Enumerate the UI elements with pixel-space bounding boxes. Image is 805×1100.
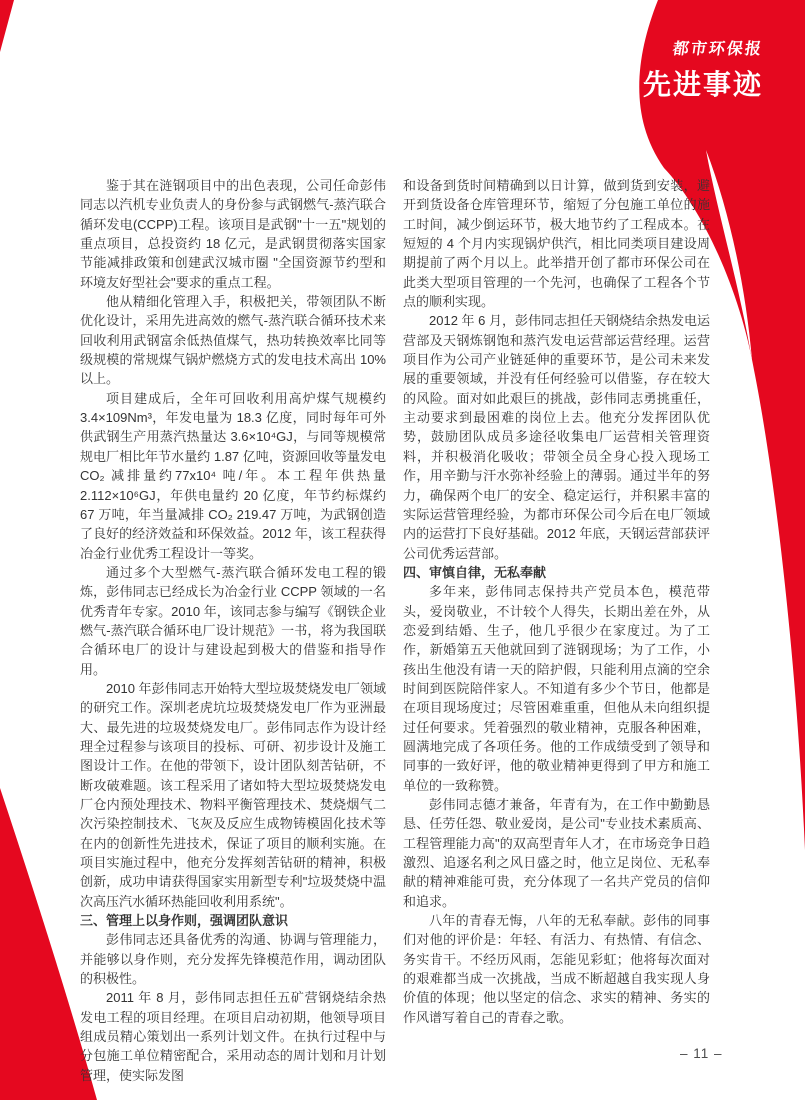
body-paragraph: 项目建成后，全年可回收利用高炉煤气规模约 3.4×109Nm³，年发电量为 18.3 亿度，同时每年可外供武钢生产用蒸汽热量达 3.6×10⁴GJ，与同等规模常规电厂相比年节水量约 1.87 亿吨，资源回收等量发电 CO₂ 减排量约77x10⁴ 吨/年。本工程年供热量 2.112×10⁶GJ，年供电量约 20 亿度，年节约标煤约 67 万吨，年当量减排 CO₂ 219.47 万吨，为武钢创造了良好的经济效益和环保效益。2012 年，该工程获得冶金行业优秀工程设计一等奖。 [80,390,386,561]
body-paragraph: 和设备到货时间精确到以日计算，做到货到安装，避开到货设备仓库管理环节，缩短了分包施工单位的施工时间，减少倒运环节，极大地节约了工程成本。在短短的 4 个月内实现锅炉供汽，相比同类项目建设周期提前了两个月以上。此举措开创了都市环保公司在此类大型项目管理的一个先河，也确保了工程各个节点的顺利实现。 [403,178,710,310]
article-right-column [403,176,710,1027]
body-paragraph: 他从精细化管理入手，积极把关，带领团队不断优化设计，采用先进高效的燃气-蒸汽联合循环技术来回收利用武钢富余低热值煤气，热功转换效率比同等级规模的常规煤气锅炉燃烧方式的发电技术高出 10%以上。 [80,294,386,387]
body-paragraph: 八年的青春无悔，八年的无私奉献。彭伟的同事们对他的评价是：年轻、有活力、有热情、有信念、务实肯干。不经历风雨，怎能见彩虹；他将每次面对的艰难都当成一次挑战，当成不断超越自我实现人身价值的体现；他以坚定的信念、求实的精神、务实的作风谱写着自己的青春之歌。 [403,913,710,1025]
body-paragraph: 多年来，彭伟同志保持共产党员本色，模范带头，爱岗敬业，不计较个人得失，长期出差在外，从恋爱到结婚、生子，他几乎很少在家度过。为了工作，新婚第五天他就回到了涟钢现场；为了工作，小孩出生他没有请一天的陪护假，只能利用点滴的空余时间到医院陪伴家人。不知道有多少个节日，他都是在项目现场度过；尽管困难重重，但他从未向组织提过任何要求。凭着强烈的敬业精神，克服各种困难，圆满地完成了各项任务。他的工作成绩受到了领导和同事的一致好评，他的敬业精神更得到了甲方和施工单位的一致称赞。 [403,584,710,793]
article-left-column [80,176,386,1085]
body-paragraph: 2012 年 6 月，彭伟同志担任天钢烧结余热发电运营部及天钢炼钢饱和蒸汽发电运营部运营经理。运营项目作为公司产业链延伸的重要环节，是公司未来发展的重要领域，并没有任何经验可以借鉴，存在较大的风险。面对如此艰巨的挑战，彭伟同志勇挑重任，主动要求到最困难的岗位上去。他充分发挥团队优势，鼓励团队成员多途径收集电厂运营相关管理资料，并积极消化吸收；带领全员全身心投入现场工作，用辛勤与汗水弥补经验上的薄弱。通过半年的努力，确保两个电厂的安全、稳定运行，并积累丰富的实际运营管理经验，为都市环保公司今后在电厂领域内的运营打下良好基础。2012 年底，天钢运营部获评公司优秀运营部。 [403,313,710,561]
body-paragraph: 2011 年 8 月，彭伟同志担任五矿营钢烧结余热发电工程的项目经理。在项目启动初期，他领导项目组成员精心策划出一系列计划文件。在执行过程中与分包施工单位精密配合，采用动态的周计划和月计划管理，使实际发图 [80,990,386,1083]
section-heading: 三、管理上以身作则，强调团队意识 [80,913,289,929]
body-paragraph: 2010 年彭伟同志开始特大型垃圾焚烧发电厂领域的研究工作。深圳老虎坑垃圾焚烧发电厂作为亚洲最大、最先进的垃圾焚烧发电厂。彭伟同志作为设计经理全过程参与该项目的投标、可研、初步设计及施工图设计工作。在他的带领下，设计团队刻苦钻研，不断攻破难题。该工程采用了诸如特大型垃圾焚烧发电厂仓内预处理技术、物料平衡管理技术、焚烧烟气二次污染控制技术、飞灰及反应生成物铸模固化技术等在内的创新性先进技术，保证了项目的顺利实施。在项目实施过程中，他充分发挥刻苦钻研的精神，积极创新，成功申请获得国家实用新型专利"垃圾焚烧中温次高压汽水循环热能回收利用系统"。 [80,680,386,909]
body-paragraph: 彭伟同志还具备优秀的沟通、协调与管理能力，并能够以身作则，充分发挥先锋模范作用，调动团队的积极性。 [80,932,386,987]
top-left-red-sliver [0,0,14,52]
body-paragraph: 彭伟同志德才兼备，年青有为，在工作中勤勤恳恳、任劳任怨、敬业爱岗，是公司"专业技术素质高、工程管理能力高"的双高型青年人才，在市场竞争日趋激烈、追逐名利之风日盛之时，他立足岗位、无私奉献的精神难能可贵，充分体现了一名共产党员的信仰和追求。 [403,797,710,909]
page-number: – 11 – [680,1046,723,1061]
page-title: 先进事迹 [642,68,763,101]
section-heading: 四、审慎自律，无私奉献 [403,564,547,580]
masthead [643,36,763,103]
body-paragraph: 通过多个大型燃气-蒸汽联合循环发电工程的锻炼，彭伟同志已经成长为冶金行业 CCPP 领域的一名优秀青年专家。2010 年，该同志参与编写《钢铁企业燃气-蒸汽联合循环电厂设计规范》一书，将为我国联合循环电厂的设计与建设起到极大的借鉴和指导作用。 [80,564,386,677]
publication-logo: 都市环保报 [671,39,765,58]
body-paragraph: 鉴于其在涟钢项目中的出色表现，公司任命彭伟同志以汽机专业负责人的身份参与武钢燃气-蒸汽联合循环发电(CCPP)工程。该项目是武钢"十一五"规划的重点项目，总投资约 18 亿元，是武钢贯彻落实国家节能减排政策和创建武汉城市圈 "全国资源节约型和环境友好型社会"要求的重点工程。 [80,178,386,290]
